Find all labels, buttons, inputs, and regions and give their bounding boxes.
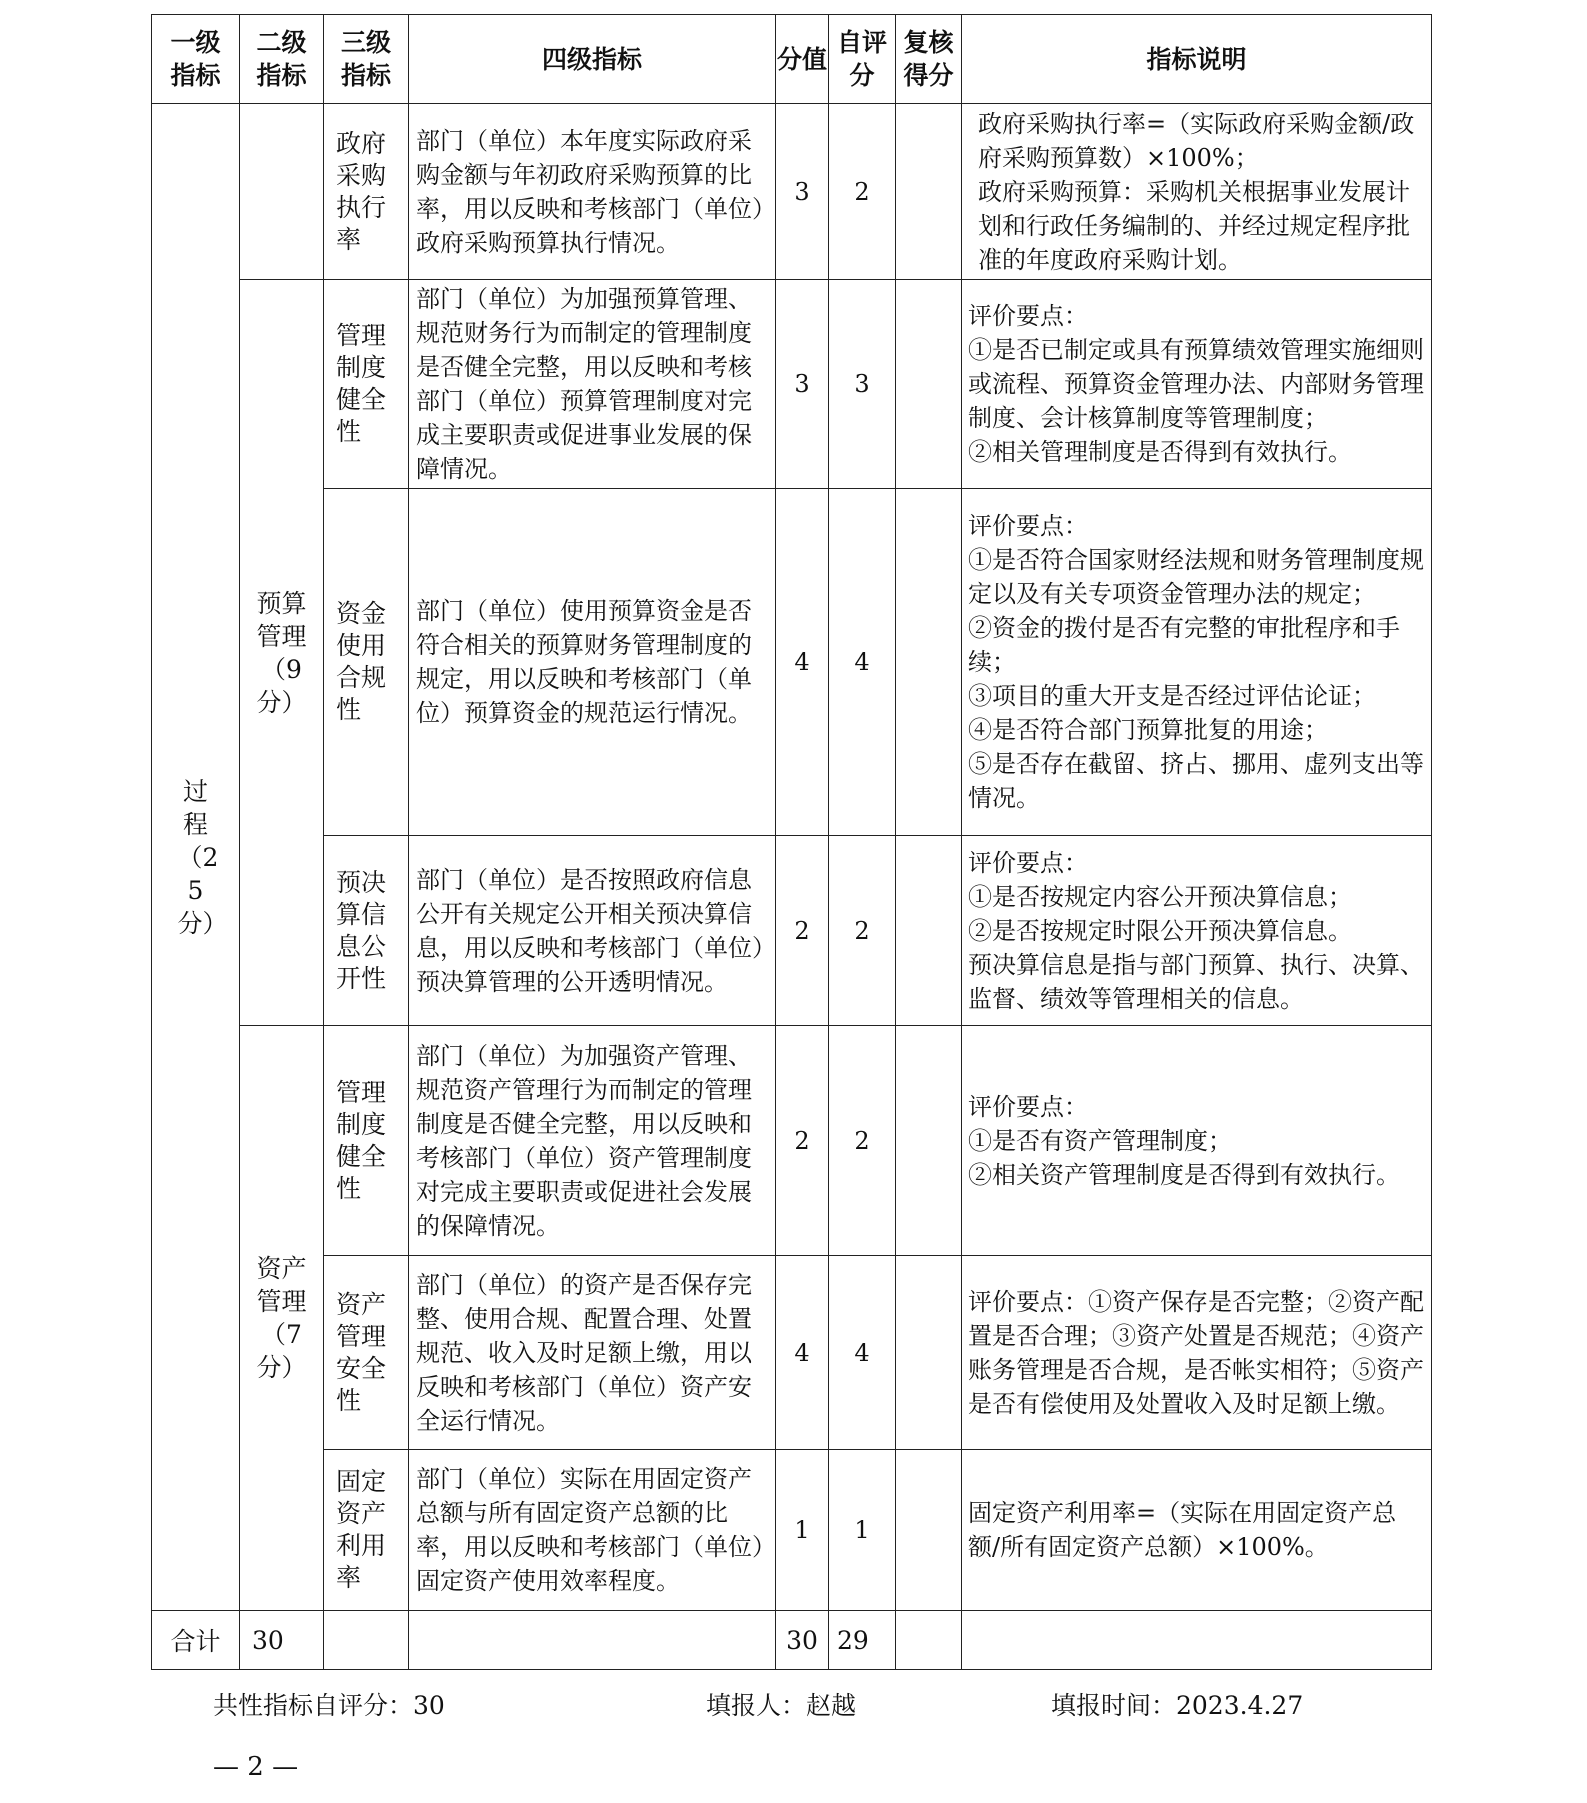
table-row bbox=[152, 836, 1432, 1026]
total-label: 合计 bbox=[152, 1611, 240, 1670]
level2-cell-empty bbox=[240, 104, 324, 280]
self-score-cell: 2 bbox=[829, 836, 896, 1026]
level3-label: 政府采购执行率 bbox=[336, 128, 387, 254]
level3-cell bbox=[324, 1256, 409, 1450]
score-cell: 2 bbox=[776, 836, 829, 1026]
review-score-cell bbox=[896, 1256, 962, 1450]
header-self-score: 自评分 bbox=[829, 15, 896, 104]
header-level4: 四级指标 bbox=[409, 15, 776, 104]
total-empty-cell bbox=[324, 1611, 409, 1670]
level4-cell: 部门（单位）实际在用固定资产总额与所有固定资产总额的比率，用以反映和考核部门（单位）固定资产使用效率程度。 bbox=[409, 1450, 776, 1611]
table-row bbox=[152, 1026, 1432, 1256]
level4-cell: 部门（单位）为加强资产管理、规范资产管理行为而制定的管理制度是否健全完整，用以反映和考核部门（单位）资产管理制度对完成主要职责或促进社会发展的保障情况。 bbox=[409, 1026, 776, 1256]
level3-cell bbox=[324, 836, 409, 1026]
level3-label: 资产管理安全性 bbox=[336, 1289, 387, 1415]
review-score-cell bbox=[896, 1026, 962, 1256]
table-row bbox=[152, 104, 1432, 280]
header-level1: 一级指标 bbox=[152, 15, 240, 104]
total-self-score: 29 bbox=[829, 1611, 896, 1670]
header-level3: 三级指标 bbox=[324, 15, 409, 104]
level3-label: 固定资产利用率 bbox=[336, 1467, 387, 1592]
page-number: — 2 — bbox=[213, 1752, 299, 1782]
self-score-cell: 2 bbox=[829, 104, 896, 280]
table-row bbox=[152, 1450, 1432, 1611]
score-cell: 2 bbox=[776, 1026, 829, 1256]
description-text: 评价要点： ①是否按规定内容公开预决算信息； ②是否按规定时限公开预决算信息。 预决算信息是指与部门预算、执行、决算、监督、绩效等管理相关的信息。 bbox=[968, 848, 1424, 1013]
level3-cell bbox=[324, 1026, 409, 1256]
score-cell: 4 bbox=[776, 1256, 829, 1450]
table-row bbox=[152, 489, 1432, 836]
review-score-cell bbox=[896, 104, 962, 280]
total-score: 30 bbox=[776, 1611, 829, 1670]
level3-cell bbox=[324, 489, 409, 836]
level4-cell: 部门（单位）的资产是否保存完整、使用合规、配置合理、处置规范、收入及时足额上缴，用以反映和考核部门（单位）资产安全运行情况。 bbox=[409, 1256, 776, 1450]
level4-cell: 部门（单位）是否按照政府信息公开有关规定公开相关预决算信息，用以反映和考核部门（单位）预决算管理的公开透明情况。 bbox=[409, 836, 776, 1026]
score-cell: 3 bbox=[776, 104, 829, 280]
level3-cell bbox=[324, 104, 409, 280]
total-empty-cell bbox=[409, 1611, 776, 1670]
level3-label: 管理制度健全性 bbox=[336, 1077, 387, 1203]
review-score-cell bbox=[896, 836, 962, 1026]
review-score-cell bbox=[896, 1450, 962, 1611]
self-score-cell: 4 bbox=[829, 1256, 896, 1450]
level4-cell: 部门（单位）为加强预算管理、规范财务行为而制定的管理制度是否健全完整，用以反映和考核部门（单位）预算管理制度对完成主要职责或促进事业发展的保障情况。 bbox=[409, 280, 776, 489]
table-row bbox=[152, 1256, 1432, 1450]
level3-cell bbox=[324, 280, 409, 489]
level4-cell: 部门（单位）本年度实际政府采购金额与年初政府采购预算的比率，用以反映和考核部门（单位）政府采购预算执行情况。 bbox=[409, 104, 776, 280]
level2-label-asset: 资产管理（7分） bbox=[256, 1254, 307, 1382]
description-cell bbox=[962, 104, 1432, 280]
description-cell bbox=[962, 489, 1432, 836]
total-empty-cell bbox=[896, 1611, 962, 1670]
table-row bbox=[152, 280, 1432, 489]
level3-label: 预决算信息公开性 bbox=[336, 867, 387, 993]
level3-label: 资金使用合规性 bbox=[336, 599, 387, 724]
self-score-cell: 2 bbox=[829, 1026, 896, 1256]
score-cell: 1 bbox=[776, 1450, 829, 1611]
description-text: 评价要点： ①是否有资产管理制度； ②相关资产管理制度是否得到有效执行。 bbox=[968, 1092, 1400, 1189]
description-cell bbox=[962, 1256, 1432, 1450]
total-row bbox=[152, 1611, 1432, 1670]
indicator-table bbox=[151, 14, 1432, 1670]
description-text: 评价要点： ①是否已制定或具有预算绩效管理实施细则或流程、预算资金管理办法、内部财务管理制度、会计核算制度等管理制度； ②相关管理制度是否得到有效执行。 bbox=[968, 302, 1424, 466]
footer-report-time: 填报时间：2023.4.27 bbox=[1051, 1691, 1304, 1720]
description-text: 评价要点：①资产保存是否完整；②资产配置是否合理；③资产处置是否规范；④资产账务管理是否合规，是否帐实相符；⑤资产是否有偿使用及处置收入及时足额上缴。 bbox=[968, 1287, 1424, 1418]
header-level2: 二级指标 bbox=[240, 15, 324, 104]
self-score-cell: 1 bbox=[829, 1450, 896, 1611]
level3-cell bbox=[324, 1450, 409, 1611]
description-cell bbox=[962, 836, 1432, 1026]
description-text: 评价要点： ①是否符合国家财经法规和财务管理制度规定以及有关专项资金管理办法的规定； ②资金的拨付是否有完整的审批程序和手续； ③项目的重大开支是否经过评估论证； ④是否符合部门预算批复的用途； ⑤是否存在截留、挤占、挪用、虚列支出等情况。 bbox=[968, 512, 1424, 812]
level2-label-budget: 预算管理（9分） bbox=[256, 588, 307, 717]
total-empty-cell bbox=[962, 1611, 1432, 1670]
level2-cell-asset bbox=[240, 1026, 324, 1611]
header-description: 指标说明 bbox=[962, 15, 1432, 104]
score-cell: 3 bbox=[776, 280, 829, 489]
description-text: 政府采购执行率=（实际政府采购金额/政府采购预算数）×100%； 政府采购预算：采购机关根据事业发展计划和行政任务编制的、并经过规定程序批准的年度政府采购计划。 bbox=[978, 109, 1415, 274]
self-score-cell: 3 bbox=[829, 280, 896, 489]
footer-self-score: 共性指标自评分：30 bbox=[213, 1691, 445, 1720]
self-score-cell: 4 bbox=[829, 489, 896, 836]
header-review-score: 复核得分 bbox=[896, 15, 962, 104]
level3-label: 管理制度健全性 bbox=[336, 321, 387, 446]
review-score-cell bbox=[896, 280, 962, 489]
table-header-row bbox=[152, 15, 1432, 104]
score-cell: 4 bbox=[776, 489, 829, 836]
review-score-cell bbox=[896, 489, 962, 836]
header-score: 分值 bbox=[776, 15, 829, 104]
level1-cell bbox=[152, 104, 240, 1611]
level1-label: 过程（25分） bbox=[177, 776, 228, 938]
description-cell bbox=[962, 280, 1432, 489]
level2-cell-budget bbox=[240, 280, 324, 1026]
description-cell bbox=[962, 1450, 1432, 1611]
description-text: 固定资产利用率=（实际在用固定资产总额/所有固定资产总额）×100%。 bbox=[968, 1499, 1397, 1561]
total-value: 30 bbox=[240, 1611, 324, 1670]
level4-cell: 部门（单位）使用预算资金是否符合相关的预算财务管理制度的规定，用以反映和考核部门（单位）预算资金的规范运行情况。 bbox=[409, 489, 776, 836]
description-cell bbox=[962, 1026, 1432, 1256]
footer-reporter: 填报人：赵越 bbox=[706, 1691, 857, 1720]
